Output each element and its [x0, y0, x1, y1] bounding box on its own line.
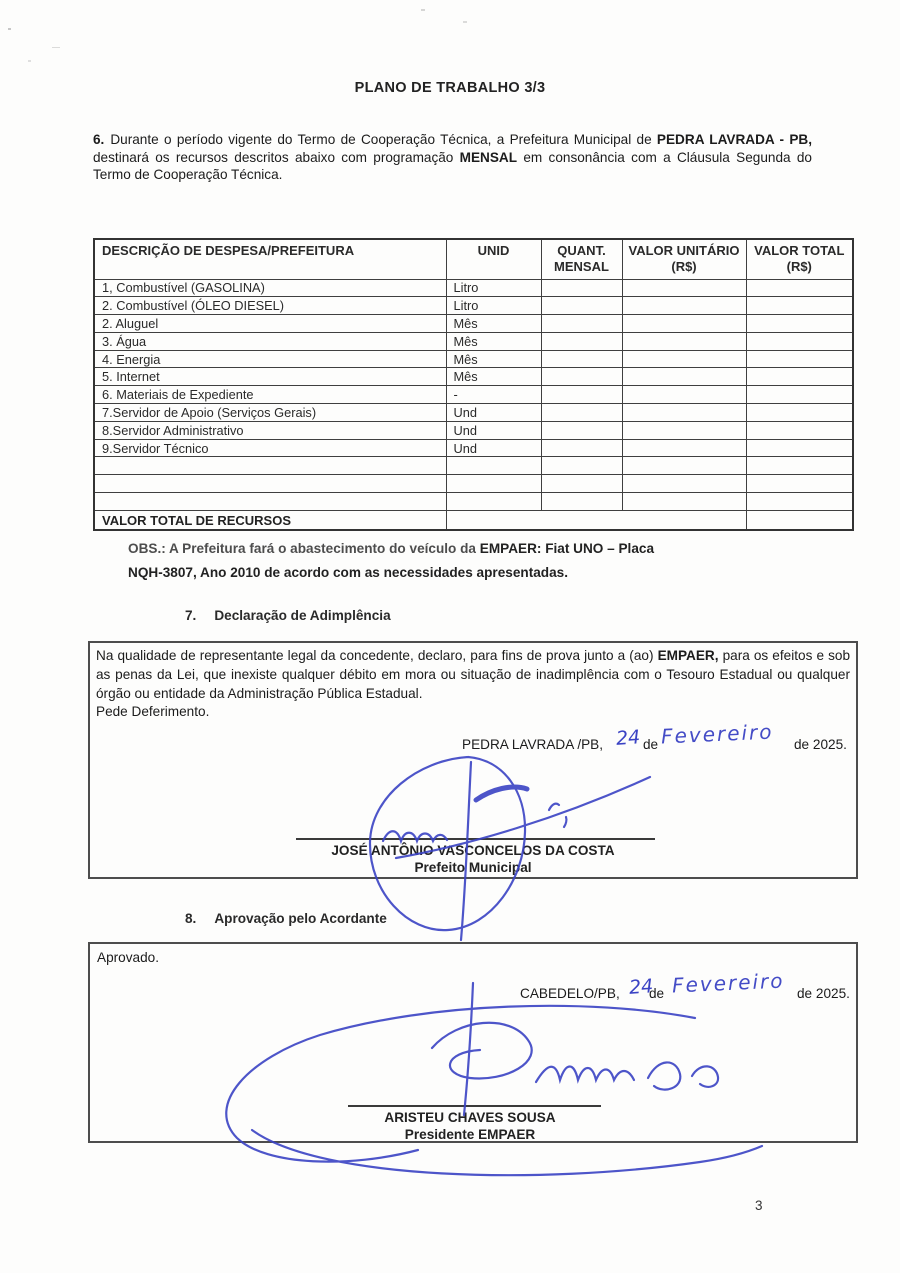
- table-row: [94, 386, 853, 404]
- page-number: 3: [755, 1198, 763, 1213]
- paragraph-6: [93, 131, 812, 184]
- cell-unid: [446, 457, 541, 475]
- paragraph-6-bold-mensal: MENSAL: [459, 149, 518, 165]
- cell-unit: [622, 439, 746, 457]
- cell-unit: [622, 404, 746, 422]
- signature-line-presidente: [348, 1105, 601, 1107]
- expense-table-body: [94, 279, 853, 510]
- cell-unit: [622, 457, 746, 475]
- declaration-seg: para os efeitos e sob as penas da Lei, que inexiste qualquer débito em mora ou situação de inadimplência com o Tesouro Estadual ou qualquer órgão ou entidade da Administração Pública Estadual.: [96, 648, 851, 701]
- dateline2-handwritten-month: Fevereiro: [671, 968, 785, 998]
- cell-unit: [622, 332, 746, 350]
- cell-desc: [94, 475, 446, 493]
- cell-quant: [541, 332, 622, 350]
- table-row: [94, 439, 853, 457]
- cell-total: [746, 297, 853, 315]
- scan-speck: [463, 21, 467, 23]
- obs-note: [128, 537, 788, 585]
- scan-speck: [52, 47, 60, 48]
- obs-text-line2: NQH-3807, Ano 2010 de acordo com as necessidades apresentadas.: [128, 565, 568, 580]
- cell-desc: [94, 457, 446, 475]
- footer-total-cell: [746, 510, 853, 530]
- approval-approved-text: Aprovado.: [97, 950, 159, 965]
- footer-merged-cell: [446, 510, 746, 530]
- dateline1-city: PEDRA LAVRADA /PB,: [462, 737, 604, 752]
- cell-unid: Litro: [446, 279, 541, 297]
- cell-unit: [622, 315, 746, 333]
- page-title: PLANO DE TRABALHO 3/3: [354, 80, 546, 96]
- dateline2-de: de: [649, 986, 665, 1001]
- cell-total: [746, 493, 853, 511]
- scan-speck: [8, 28, 11, 30]
- section-8-heading: [185, 911, 387, 926]
- cell-unid: [446, 493, 541, 511]
- signature-line-prefeito: [296, 838, 655, 840]
- cell-quant: [541, 297, 622, 315]
- dateline1-de: de: [643, 737, 659, 752]
- paragraph-6-number: 6.: [93, 132, 105, 147]
- declaration-seg: Na qualidade de representante legal da concedente, declaro, para fins de prova junto a (ao): [96, 648, 658, 663]
- cell-quant: [541, 457, 622, 475]
- table-row: [94, 421, 853, 439]
- cell-quant: [541, 350, 622, 368]
- dateline1-handwritten-day: 24: [615, 726, 641, 750]
- table-row: [94, 315, 853, 333]
- cell-unit: [622, 493, 746, 511]
- cell-total: [746, 421, 853, 439]
- section-8-title: Aprovação pelo Acordante: [214, 911, 387, 926]
- cell-quant: [541, 475, 622, 493]
- header-valor-unitario: VALOR UNITÁRIO (R$): [622, 239, 746, 279]
- dateline1-year: de 2025.: [794, 737, 847, 752]
- cell-quant: [541, 279, 622, 297]
- cell-total: [746, 315, 853, 333]
- cell-total: [746, 332, 853, 350]
- cell-total: [746, 457, 853, 475]
- dateline2-handwritten-day: 24: [628, 975, 654, 999]
- table-footer-row: [94, 510, 853, 530]
- section-8-number: 8.: [185, 911, 197, 926]
- section-7-title: Declaração de Adimplência: [214, 608, 391, 623]
- table-row: [94, 279, 853, 297]
- cell-quant: [541, 439, 622, 457]
- cell-quant: [541, 421, 622, 439]
- cell-total: [746, 386, 853, 404]
- cell-total: [746, 350, 853, 368]
- cell-desc: 3. Água: [94, 332, 446, 350]
- cell-desc: 4. Energia: [94, 350, 446, 368]
- cell-unid: -: [446, 386, 541, 404]
- signatory-role-presidente: Presidente EMPAER: [404, 1127, 536, 1142]
- cell-quant: [541, 404, 622, 422]
- cell-unit: [622, 386, 746, 404]
- table-row: [94, 368, 853, 386]
- cell-unid: Mês: [446, 368, 541, 386]
- cell-unit: [622, 350, 746, 368]
- cell-unid: Mês: [446, 350, 541, 368]
- dateline1-handwritten-month: Fevereiro: [660, 719, 774, 749]
- cell-total: [746, 439, 853, 457]
- header-descricao: DESCRIÇÃO DE DESPESA/PREFEITURA: [94, 239, 446, 279]
- paragraph-6-text: Durante o período vigente do Termo de Cooperação Técnica, a Prefeitura Municipal de: [110, 132, 657, 147]
- cell-quant: [541, 386, 622, 404]
- cell-unit: [622, 297, 746, 315]
- cell-total: [746, 279, 853, 297]
- cell-quant: [541, 315, 622, 333]
- cell-unid: Mês: [446, 315, 541, 333]
- dateline2-year: de 2025.: [797, 986, 850, 1001]
- signatory-name-presidente: ARISTEU CHAVES SOUSA: [384, 1110, 556, 1125]
- signatory-role-prefeito: Prefeito Municipal: [414, 860, 532, 875]
- cell-desc: 9.Servidor Técnico: [94, 439, 446, 457]
- cell-desc: 7.Servidor de Apoio (Serviços Gerais): [94, 404, 446, 422]
- cell-desc: [94, 493, 446, 511]
- header-valor-total: VALOR TOTAL (R$): [746, 239, 853, 279]
- section-7-heading: [185, 608, 391, 623]
- section-7-number: 7.: [185, 608, 197, 623]
- declaration-closing: Pede Deferimento.: [96, 704, 210, 720]
- cell-desc: 8.Servidor Administrativo: [94, 421, 446, 439]
- table-row: [94, 350, 853, 368]
- header-unid: UNID: [446, 239, 541, 279]
- cell-desc: 5. Internet: [94, 368, 446, 386]
- paragraph-6-bold-city: PEDRA LAVRADA - PB,: [656, 132, 812, 147]
- table-row: [94, 332, 853, 350]
- scan-speck: [28, 60, 31, 62]
- cell-desc: 2. Combustível (ÓLEO DIESEL): [94, 297, 446, 315]
- declaration-text: [96, 647, 850, 722]
- footer-label: VALOR TOTAL DE RECURSOS: [94, 510, 446, 530]
- cell-unit: [622, 475, 746, 493]
- cell-desc: 1, Combustível (GASOLINA): [94, 279, 446, 297]
- cell-unid: Und: [446, 421, 541, 439]
- cell-unid: Und: [446, 404, 541, 422]
- paragraph-6-text: em consonância com a Cláusula Segunda do Termo de Cooperação Técnica.: [93, 149, 812, 183]
- cell-total: [746, 475, 853, 493]
- cell-unid: [446, 475, 541, 493]
- table-row: [94, 404, 853, 422]
- cell-total: [746, 404, 853, 422]
- paragraph-6-text: destinará os recursos descritos abaixo com programação: [93, 149, 460, 165]
- cell-unid: Litro: [446, 297, 541, 315]
- cell-quant: [541, 368, 622, 386]
- table-header-row: [94, 239, 853, 279]
- cell-total: [746, 368, 853, 386]
- cell-unid: Und: [446, 439, 541, 457]
- table-row: [94, 457, 853, 475]
- dateline2-city: CABEDELO/PB,: [520, 986, 620, 1001]
- cell-unit: [622, 279, 746, 297]
- table-row: [94, 493, 853, 511]
- cell-unit: [622, 368, 746, 386]
- cell-desc: 2. Aluguel: [94, 315, 446, 333]
- cell-unit: [622, 421, 746, 439]
- cell-unid: Mês: [446, 332, 541, 350]
- scan-speck: [421, 9, 425, 11]
- cell-desc: 6. Materiais de Expediente: [94, 386, 446, 404]
- signatory-name-prefeito: JOSÉ ANTÔNIO VASCONCELOS DA COSTA: [331, 843, 615, 858]
- cell-quant: [541, 493, 622, 511]
- obs-text-start: OBS.: A Prefeitura fará o abastecimento do veículo da: [128, 541, 480, 556]
- obs-text-bold: EMPAER: Fiat UNO – Placa: [479, 541, 655, 556]
- header-quant-mensal: QUANT. MENSAL: [541, 239, 622, 279]
- table-row: [94, 475, 853, 493]
- table-row: [94, 297, 853, 315]
- expense-table: [93, 238, 854, 531]
- declaration-empaer-bold: EMPAER,: [657, 648, 719, 663]
